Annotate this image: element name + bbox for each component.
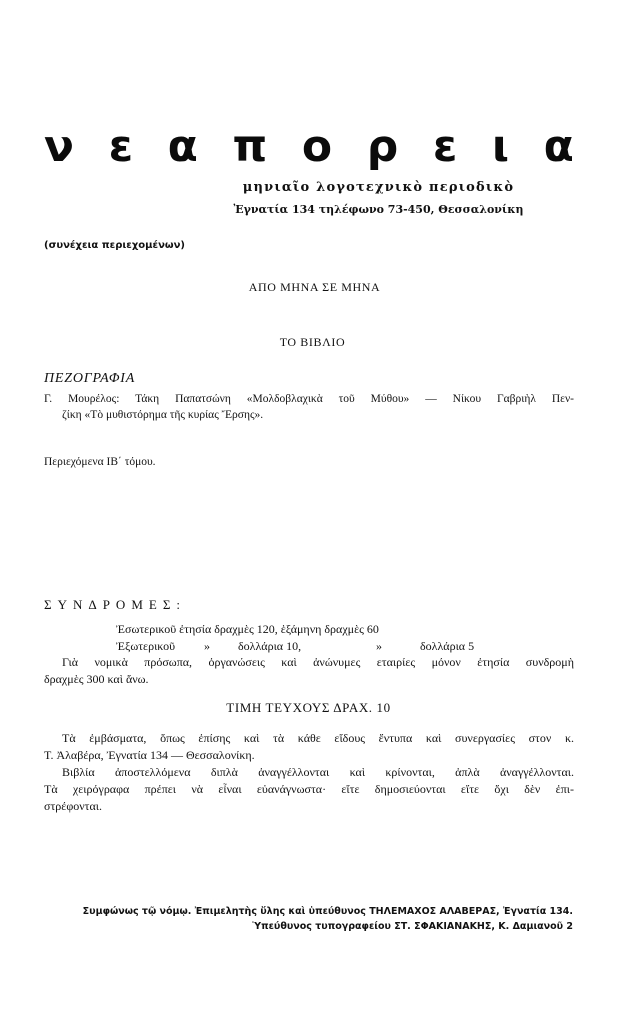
subscription-legal-line: Γιὰ νομικὰ πρόσωπα, ὀργανώσεις καὶ ἀνώνυμες εταιρίες μόνον ἐτησία συνδρομὴ bbox=[62, 655, 574, 669]
imprint-line: Ὑπεύθυνος τυπογραφείου ΣΤ. ΣΦΑΚΙΑΝΑΚΗΣ, Κ. Δαμιανοῦ 2 bbox=[252, 921, 573, 932]
ditto-mark: » bbox=[376, 639, 382, 653]
subscription-foreign-semiannual: δολλάρια 5 bbox=[420, 639, 475, 653]
notice-line: στρέφονται. bbox=[44, 799, 103, 813]
subscription-foreign-annual: δολλάρια 10, bbox=[238, 639, 302, 653]
continuation-note: (συνέχεια περιεχομένων) bbox=[44, 240, 185, 251]
masthead-letter: α bbox=[167, 121, 198, 172]
notice-line: Τὰ χειρόγραφα πρέπει νὰ εἶναι εὐανάγνωστα· εἴτε δημοσιεύονται εἴτε ὄχι δὲν ἐπι- bbox=[44, 782, 574, 796]
imprint-line: Συμφώνως τῷ νόμῳ. Ἐπιμελητὴς ὕλης καὶ ὑπεύθυνος ΤΗΛΕΜΑΧΟΣ ΑΛΑΒΕΡΑΣ, Ἐγνατία 134. bbox=[82, 906, 573, 917]
notice-line: Τὰ ἐμβάσματα, ὅπως ἐπίσης καὶ τὰ κάθε εἴδους ἔντυπα καὶ συνεργασίες στον κ. bbox=[62, 731, 574, 745]
subscriptions-heading: ΣΥΝΔΡΟΜΕΣ: bbox=[44, 597, 186, 612]
subscription-legal-line: δραχμὲς 300 καὶ ἄνω. bbox=[44, 672, 149, 686]
ditto-mark: » bbox=[204, 639, 210, 653]
masthead-letter: α bbox=[543, 121, 574, 172]
section-heading-month: ΑΠΟ ΜΗΝΑ ΣΕ ΜΗΝΑ bbox=[248, 280, 381, 294]
masthead-letter: ι bbox=[491, 121, 510, 172]
masthead-address: Ἐγνατία 134 τηλέφωνο 73-450, Θεσσαλονίκη bbox=[233, 203, 524, 216]
masthead-subtitle: μηνιαῖο λογοτεχνικὸ περιοδικὸ bbox=[242, 180, 515, 195]
masthead-letter: ο bbox=[301, 121, 333, 172]
notice-line: Βιβλία ἀποστελλόμενα διπλὰ ἀναγγέλλονται καὶ κρίνονται, ἁπλὰ ἀναγγέλλονται. bbox=[62, 765, 574, 779]
subscription-domestic: Ἐσωτερικοῦ ἐτησία δραχμὲς 120, ἑξάμηνη δραχμὲς 60 bbox=[116, 622, 379, 636]
prose-entry-line: ζίκη «Τὸ μυθιστόρημα τῆς κυρίας Ἔρσης». bbox=[62, 409, 264, 421]
issue-price: ΤΙΜΗ ΤΕΥΧΟΥΣ ΔΡΑΧ. 10 bbox=[226, 700, 391, 715]
masthead-title bbox=[44, 121, 574, 172]
notice-line: Τ. Ἀλαβέρα, Ἐγνατία 134 — Θεσσαλονίκη. bbox=[44, 748, 255, 762]
masthead-letter: ε bbox=[432, 121, 458, 172]
masthead-letter: ε bbox=[108, 121, 134, 172]
masthead-letter: ν bbox=[44, 121, 74, 172]
subscription-foreign bbox=[116, 638, 474, 654]
contents-note: Περιεχόμενα ΙΒ΄ τόμου. bbox=[44, 456, 156, 468]
subscription-foreign-label: Ἐξωτερικοῦ bbox=[116, 639, 176, 653]
section-heading-prose: ΠΕΖΟΓΡΑΦΙΑ bbox=[44, 371, 136, 386]
prose-entry-line: Γ. Μουρέλος: Τάκη Παπατσώνη «Μολδοβλαχικὰ τοῦ Μύθου» — Νίκου Γαβριὴλ Πεν- bbox=[44, 393, 574, 405]
masthead-letter: ρ bbox=[366, 121, 399, 172]
section-heading-book: ΤΟ ΒΙΒΛΙΟ bbox=[279, 335, 346, 349]
masthead-letter: π bbox=[232, 121, 268, 172]
